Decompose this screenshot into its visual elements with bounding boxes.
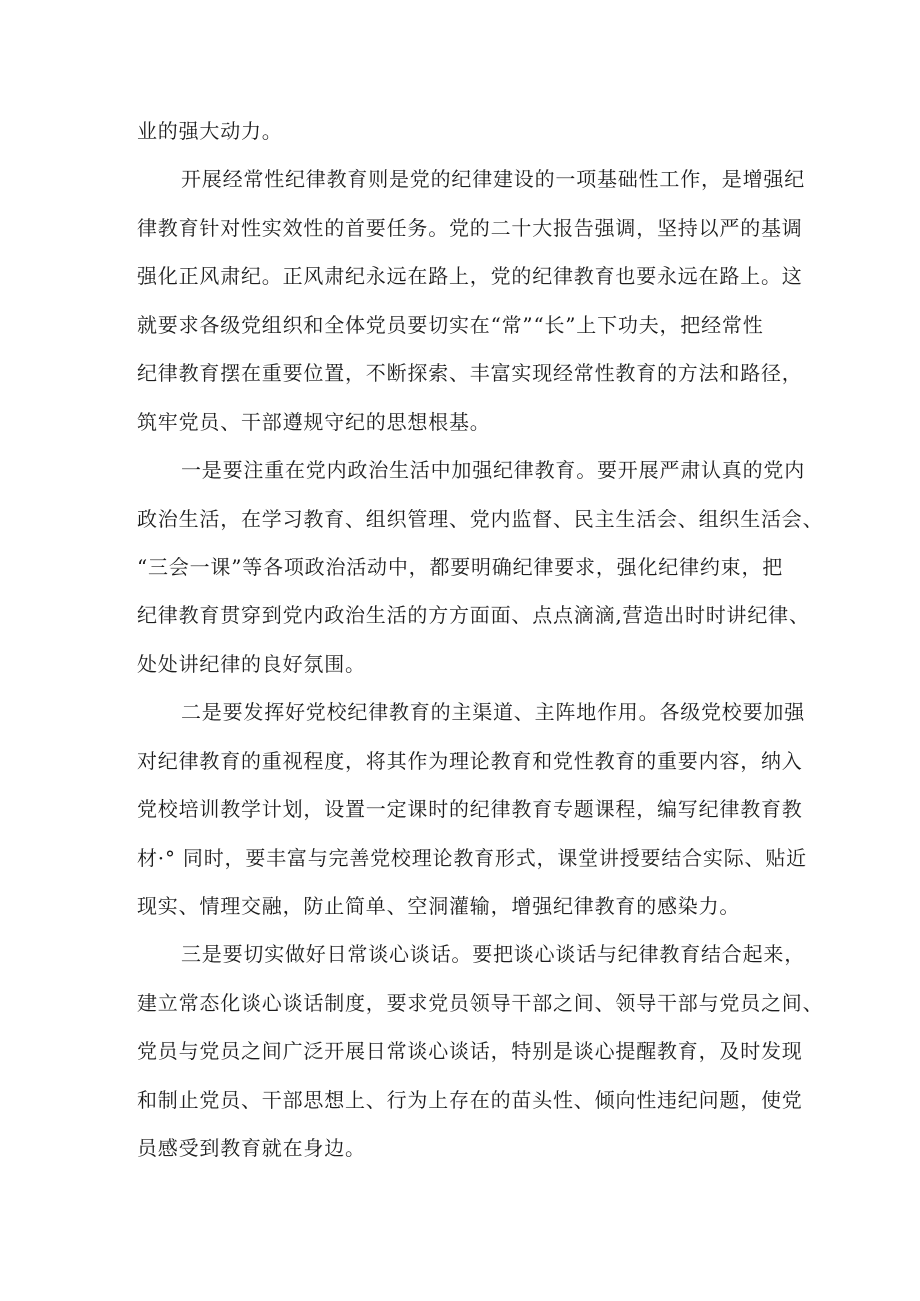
paragraph-5-line-2: 建立常态化谈心谈话制度，要求党员领导干部之间、领导干部与党员之间、 xyxy=(137,990,824,1015)
paragraph-2-line-1: 开展经常性纪律教育则是党的纪律建设的一项基础性工作，是增强纪 xyxy=(181,167,805,192)
paragraph-3-line-5: 处处讲纪律的良好氛围。 xyxy=(137,651,366,676)
paragraph-4-line-4: 材·° 同时，要丰富与完善党校理论教育形式，课堂讲授要结合实际、贴近 xyxy=(137,845,807,870)
paragraph-4-line-3: 党校培训教学计划，设置一定课时的纪律教育专题课程，编写纪律教育教 xyxy=(137,797,803,822)
paragraph-5-line-1: 三是要切实做好日常谈心谈话。要把谈心谈话与纪律教育结合起来， xyxy=(181,942,805,967)
paragraph-3-line-3: “三会一课”等各项政治活动中，都要明确纪律要求，强化纪律约束，把 xyxy=(137,554,784,579)
paragraph-2-line-2: 律教育针对性实效性的首要任务。党的二十大报告强调，坚持以严的基调 xyxy=(137,215,803,240)
paragraph-5-line-3: 党员与党员之间广泛开展日常谈心谈话，特别是谈心提醒教育，及时发现 xyxy=(137,1039,803,1064)
paragraph-continuation-line: 业的强大动力。 xyxy=(137,119,283,143)
paragraph-4-line-1: 二是要发挥好党校纪律教育的主渠道、主阵地作用。各级党校要加强 xyxy=(181,700,805,725)
paragraph-4-line-2: 对纪律教育的重视程度，将其作为理论教育和党性教育的重要内容，纳入 xyxy=(137,748,803,773)
paragraph-2-line-6: 筑牢党员、干部遵规守纪的思想根基。 xyxy=(137,409,491,434)
paragraph-3-line-4: 纪律教育贯穿到党内政治生活的方方面面、点点滴滴,营造出时时讲纪律、 xyxy=(137,603,810,628)
paragraph-3-line-1: 一是要注重在党内政治生活中加强纪律教育。要开展严肃认真的党内 xyxy=(181,458,805,483)
document-body xyxy=(137,107,824,1173)
paragraph-3-line-2: 政治生活，在学习教育、组织管理、党内监督、民主生活会、组织生活会、 xyxy=(137,506,824,531)
paragraph-5-line-5: 员感受到教育就在身边。 xyxy=(137,1136,366,1161)
paragraph-4-line-5: 现实、情理交融，防止简单、空洞灌输，增强纪律教育的感染力。 xyxy=(137,894,741,918)
paragraph-2-line-5: 纪律教育摆在重要位置，不断探索、丰富实现经常性教育的方法和路径， xyxy=(137,361,803,386)
paragraph-5-line-4: 和制止党员、干部思想上、行为上存在的苗头性、倾向性违纪问题，使党 xyxy=(137,1087,803,1112)
paragraph-2-line-3: 强化正风肃纪。正风肃纪永远在路上，党的纪律教育也要永远在路上。这 xyxy=(137,264,803,289)
paragraph-2-line-4: 就要求各级党组织和全体党员要切实在“常”“长”上下功夫，把经常性 xyxy=(137,312,764,337)
